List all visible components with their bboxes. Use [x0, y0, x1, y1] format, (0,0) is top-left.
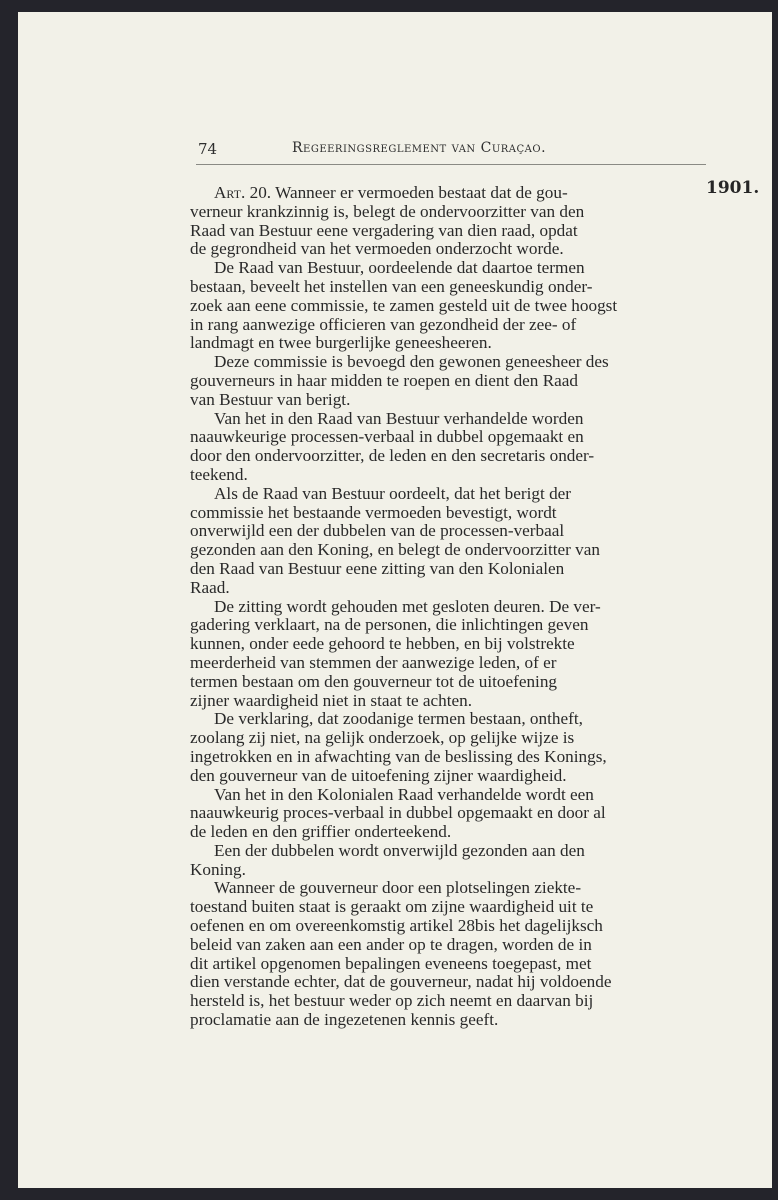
article-paragraph: De Raad van Bestuur, oordeelende dat daartoe termen bestaan, beveelt het instellen van een geneeskundig onder- zoek aan eene commissie, te zamen gesteld uit de twee hoogst in rang aanwezige officieren van gezondheid der zee- of landmagt en twee burgerlijke geneesheeren.	[190, 258, 618, 353]
page-header	[196, 140, 706, 165]
article-paragraph: Van het in den Kolonialen Raad verhandelde wordt een naauwkeurig proces-verbaal in dubbel opgemaakt en door al de leden en den griffier onderteekend.	[190, 784, 606, 842]
article-paragraph: Van het in den Raad van Bestuur verhandelde worden naauwkeurige processen-verbaal in dubbel opgemaakt en door den ondervoorzitter, de leden en den secretaris onder- teekend.	[190, 408, 595, 484]
article-paragraph: Een der dubbelen wordt onverwijld gezonden aan den Koning.	[190, 840, 585, 879]
article-paragraph: Wanneer de gouverneur door een plotselingen ziekte- toestand buiten staat is geraakt om zijne waardigheid uit te oefenen en om overeenkomstig artikel 28bis het dagelijksch beleid van zaken aan een ander op te dragen, worden de in dit artikel opgenomen bepalingen eveneens toegepast, met dien verstande echter, dat de gouverneur, nadat hij voldoende hersteld is, het bestuur weder op zich neemt en daarvan bij proclamatie aan de ingezetenen kennis geeft.	[190, 878, 612, 1030]
article-label: Art. 20.	[214, 183, 272, 202]
document-page	[18, 12, 772, 1188]
page-number: 74	[198, 140, 218, 158]
article-paragraph: De verklaring, dat zoodanige termen bestaan, ontheft, zoolang zij niet, na gelijk onderzoek, op gelijke wijze is ingetrokken en in afwachting van de beslissing des Konings, den gouverneur van de uitoefening zijner waardigheid.	[190, 709, 607, 785]
article-paragraph-text: Wanneer er vermoeden bestaat dat de gou- verneur krankzinnig is, belegt de ondervoorzitter van den Raad van Bestuur eene vergadering van dien raad, opdat de gegrondheid van het vermoeden onderzocht worde.	[190, 183, 585, 259]
article-paragraph: Als de Raad van Bestuur oordeelt, dat het berigt der commissie het bestaande vermoeden bevestigt, wordt onverwijld een der dubbelen van de processen-verbaal gezonden aan den Koning, en belegt de ondervoorzitter van den Raad van Bestuur eene zitting van den Kolonialen Raad.	[190, 483, 600, 597]
margin-year: 1901.	[706, 178, 760, 198]
article-paragraph: De zitting wordt gehouden met gesloten deuren. De ver- gadering verklaart, na de personen, die inlichtingen geven kunnen, onder eede gehoord te hebben, en bij volstrekte meerderheid van stemmen der aanwezige leden, of er termen bestaan om den gouverneur tot de uitoefening zijner waardigheid niet in staat te achten.	[190, 596, 601, 710]
article-body	[190, 184, 704, 1030]
article-paragraph: Deze commissie is bevoegd den gewonen geneesheer des gouverneurs in haar midden te roepen en dient den Raad van Bestuur van berigt.	[190, 352, 609, 409]
article-paragraph	[190, 184, 704, 259]
running-title: Regeeringsreglement van Curaçao.	[292, 140, 547, 156]
